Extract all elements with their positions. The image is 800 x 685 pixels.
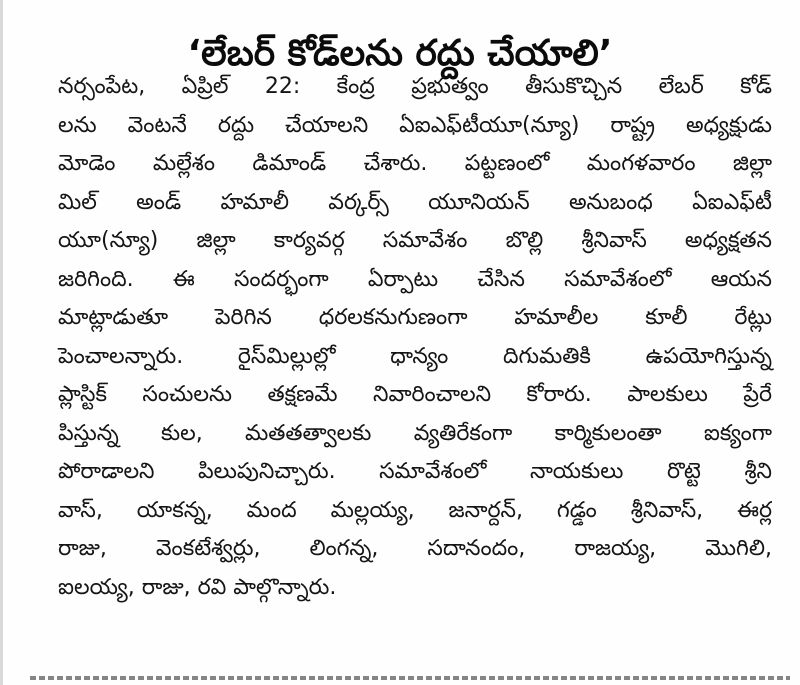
article-headline: ‘లేబర్ కోడ్‌లను రద్దు చేయాలి’	[187, 33, 613, 75]
article-line: లను వెంటనే రద్దు చేయాలని ఏఐఎఫ్‌టీయూ(న్యూ) రాష్ట్ర అధ్యక్షుడు	[58, 112, 772, 138]
article-line: వాస్, యాకన్న, మంద మల్లయ్య, జనార్దన్, గడ్డం శ్రీనివాస్, ఈర్ల	[58, 497, 772, 523]
article-line-last: ఐలయ్య, రాజు, రవి పాల్గొన్నారు.	[58, 574, 337, 600]
article-line: పోరాడాలని పిలుపునిచ్చారు. సమావేశంలో నాయకులు రొట్టె శ్రీని	[58, 459, 772, 484]
bottom-border	[30, 676, 790, 680]
article-line: మాట్లాడుతూ పెరిగిన ధరలకనుగుణంగా హమాలీల కూలీ రేట్లు	[58, 305, 772, 330]
article-line: జరిగింది. ఈ సందర్భంగా ఏర్పాటు చేసిన సమావేశంలో ఆయన	[58, 266, 772, 292]
article-line: మోడెం మల్లేశం డిమాండ్ చేశారు. పట్టణంలో మంగళవారం జిల్లా	[58, 151, 772, 176]
article-line: ప్లాస్టిక్ సంచులను తక్షణమే నివారించాలని కోరారు. పాలకులు ప్రేరే	[58, 382, 772, 407]
article-line: పిస్తున్న కుల, మతతత్వాలకు వ్యతిరేకంగా కార్మికులంతా ఐక్యంగా	[58, 420, 772, 446]
column-divider	[0, 0, 3, 685]
article-line: నర్సంపేట, ఏప్రిల్ 22: కేంద్ర ప్రభుత్వం తీసుకొచ్చిన లేబర్ కోడ్	[58, 74, 772, 99]
article-line: రాజు, వెంకటేశ్వర్లు, లింగన్న, సదానందం, రాజయ్య, మొగిలి,	[58, 536, 772, 561]
article-line: పెంచాలన్నారు. రైస్‌మిల్లుల్లో ధాన్యం దిగుమతికి ఉపయోగిస్తున్న	[58, 343, 772, 369]
article-line: యూ(న్యూ) జిల్లా కార్యవర్గ సమావేశం బొల్లి శ్రీనివాస్ అధ్యక్షతన	[58, 228, 772, 253]
article-body	[58, 68, 772, 607]
article-line: మిల్ అండ్ హమాలీ వర్కర్స్ యూనియన్ అనుబంధ ఏఐఎఫ్‌టీ	[58, 189, 772, 215]
